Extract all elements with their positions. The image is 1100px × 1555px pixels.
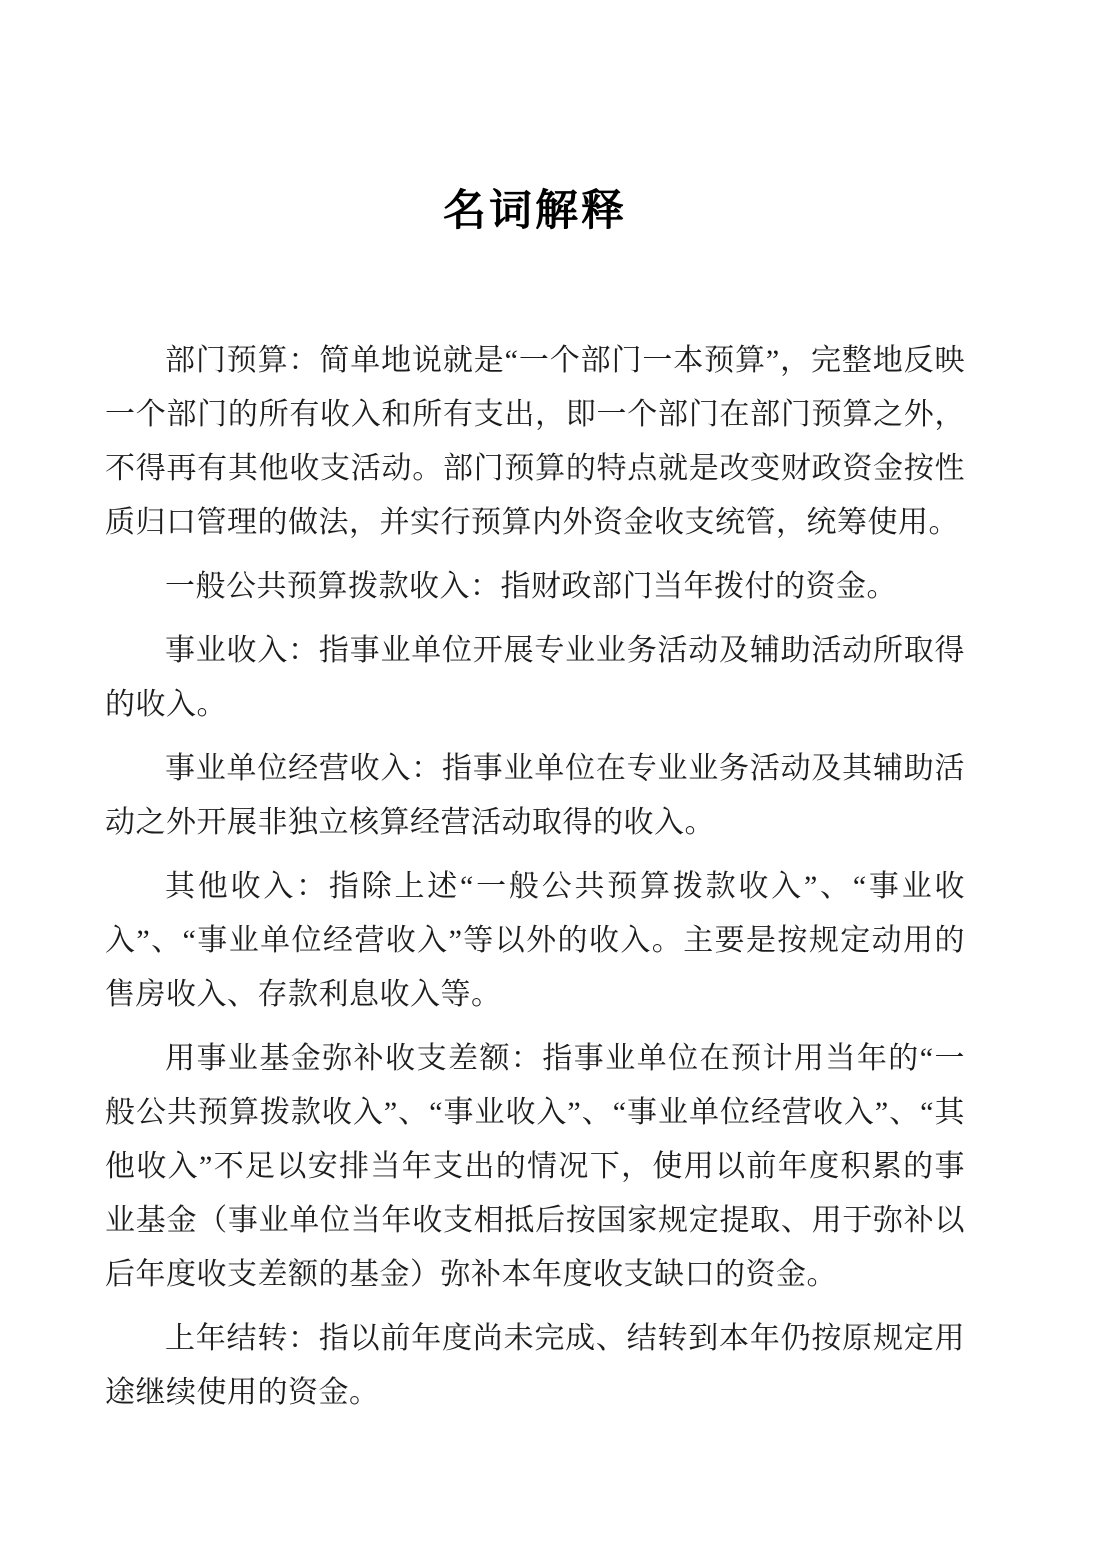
paragraph-business-income: 事业收入：指事业单位开展专业业务活动及辅助活动所取得的收入。 <box>105 634 965 721</box>
paragraph-operating-income: 事业单位经营收入：指事业单位在专业业务活动及其辅助活动之外开展非独立核算经营活动取得的收入。 <box>105 752 965 839</box>
paragraph-fund-deficit-coverage: 用事业基金弥补收支差额：指事业单位在预计用当年的“一般公共预算拨款收入”、“事业收入”、“事业单位经营收入”、“其他收入”不足以安排当年支出的情况下，使用以前年度积累的事业基金（事业单位当年收支相抵后按国家规定提取、用于弥补以后年度收支差额的基金）弥补本年度收支缺口的资金。 <box>105 1042 965 1291</box>
page-title: 名词解释 <box>443 188 627 235</box>
paragraph-general-public-budget-income: 一般公共预算拨款收入：指财政部门当年拨付的资金。 <box>165 570 897 603</box>
document-body <box>105 334 965 1420</box>
paragraph-department-budget: 部门预算：简单地说就是“一个部门一本预算”，完整地反映一个部门的所有收入和所有支出，即一个部门在部门预算之外，不得再有其他收支活动。部门预算的特点就是改变财政资金按性质归口管理的做法，并实行预算内外资金收支统管，统筹使用。 <box>105 344 965 539</box>
paragraph-other-income: 其他收入：指除上述“一般公共预算拨款收入”、“事业收入”、“事业单位经营收入”等以外的收入。主要是按规定动用的售房收入、存款利息收入等。 <box>105 870 965 1011</box>
paragraph-carryover-from-previous-year: 上年结转：指以前年度尚未完成、结转到本年仍按原规定用途继续使用的资金。 <box>105 1322 965 1409</box>
